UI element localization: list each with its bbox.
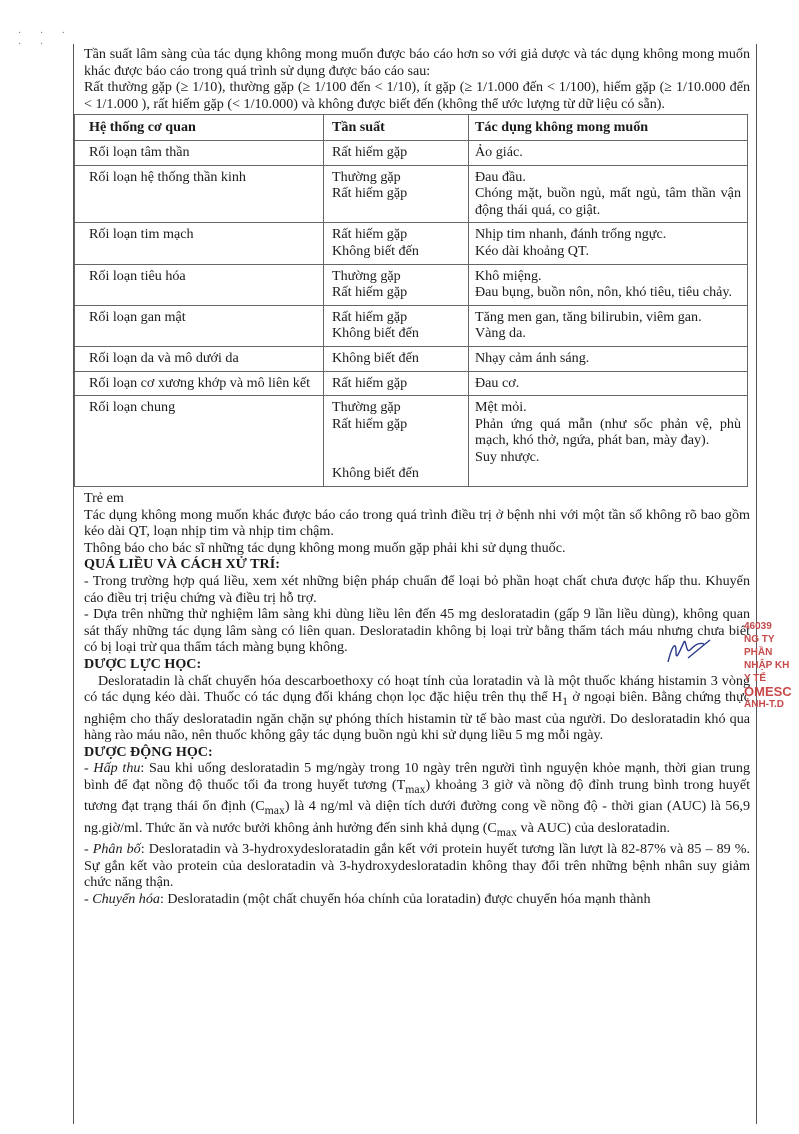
pharmacokinetics-heading: DƯỢC ĐỘNG HỌC: [84,743,213,760]
intro-paragraph: Tần suất lâm sàng của tác dụng không mong muốn được báo cáo hơn so với giả dược và tác dụng không mong muốn khác được báo cáo trong quá trình sử dụng được báo cáo sau: [84,46,750,79]
frequency-cell: Không biết đến [324,346,469,371]
effects-cell: Khô miệng. Đau bụng, buồn nôn, nôn, khó tiêu, tiêu chảy. [469,264,748,305]
overdose-paragraph-2: - Dựa trên những thử nghiệm lâm sàng khi dùng liều lên đến 45 mg desloratadin (gấp 9 lần liều dùng), không quan sát thấy những tác dụng lâm sàng có liên quan. Desloratadin không bị loại trừ bằng thẩm tách máu nhưng chưa biết có bị loại trừ qua thẩm tách màng bụng không. [84,606,750,656]
effects-cell: Ảo giác. [469,140,748,165]
pharmacodynamics-heading: DƯỢC LỰC HỌC: [84,656,202,672]
effects-cell: Tăng men gan, tăng bilirubin, viêm gan. Vàng da. [469,305,748,346]
children-paragraph: Tác dụng không mong muốn khác được báo cáo trong quá trình điều trị ở bệnh nhi với một tần số không rõ bao gồm kéo dài QT, loạn nhịp tim và nhịp tim chậm. [84,506,750,540]
frequency-cell: Rất hiếm gặp [324,140,469,165]
organ-cell: Rối loạn tâm thần [75,140,324,165]
organ-cell: Rối loạn da và mô dưới da [75,346,324,371]
effects-cell: Đau cơ. [469,371,748,396]
table-row [75,305,748,346]
table-header-row [75,115,748,141]
scan-speckles: · · · · · [18,28,73,50]
company-stamp: 46039 NG TY PHẦN NHẬP KH Y TẾ OMESC ẢNH-T.D [744,621,792,710]
effects-cell: Nhịp tim nhanh, đánh trống ngực. Kéo dài khoảng QT. [469,223,748,264]
frequency-cell: Thường gặp Rất hiếm gặp [324,264,469,305]
metabolism-paragraph: - Chuyển hóa: Desloratadin (một chất chuyển hóa chính của loratadin) được chuyển hóa mạnh thành [84,890,651,907]
organ-cell: Rối loạn tiêu hóa [75,264,324,305]
organ-cell: Rối loạn cơ xương khớp và mô liên kết [75,371,324,396]
frequency-definitions: Rất thường gặp (≥ 1/10), thường gặp (≥ 1/100 đến < 1/10), ít gặp (≥ 1/1.000 đến < 1/100), hiếm gặp (≥ 1/10.000 đến < 1/1.000 ), rất hiếm gặp (< 1/10.000) và không được biết đến (không thể ước lượng từ dữ liệu có sẵn). [84,79,750,112]
organ-cell: Rối loạn tim mạch [75,223,324,264]
table-row [75,371,748,396]
header-frequency: Tần suất [324,115,469,141]
table-row [75,140,748,165]
table-row [75,165,748,223]
frequency-cell: Thường gặp Rất hiếm gặp Không biết đến [324,396,469,487]
overdose-heading: QUÁ LIỀU VÀ CÁCH XỬ TRÍ: [84,556,280,573]
children-subheading: Trẻ em [84,490,124,507]
organ-cell: Rối loạn hệ thống thần kinh [75,165,324,223]
organ-cell: Rối loạn gan mật [75,305,324,346]
absorption-paragraph: - Hấp thu: Sau khi uống desloratadin 5 mg/ngày trong 10 ngày trên người tình nguyện khỏe mạnh, thời gian trung bình để đạt nồng độ thuốc tối đa trong huyết tương $(T_{max})$ khoảng 3 giờ và nồng độ đỉnh trung bình trong huyết tương đạt trạng thái ổn định $(C_{max})$ là 4 ng/ml và diện tích dưới đường cong về nồng độ - thời gian (AUC) là 56,9 ng.giờ/ml. Thức ăn và nước bưởi không ảnh hưởng đến sinh khả dụng ($C_{max}$ và AUC) của desloratadin. [84,760,751,839]
organ-cell: Rối loạn chung [75,396,324,487]
frequency-cell: Rất hiếm gặp Không biết đến [324,223,469,264]
table-row [75,223,748,264]
handwritten-signature [664,632,716,672]
table-row [75,346,748,371]
frequency-cell: Rất hiếm gặp [324,371,469,396]
frequency-cell: Rất hiếm gặp Không biết đến [324,305,469,346]
table-row [75,264,748,305]
overdose-paragraph-1: - Trong trường hợp quá liều, xem xét những biện pháp chuẩn để loại bỏ phần hoạt chất chưa được hấp thu. Khuyến cáo điều trị triệu chứng và điều trị hỗ trợ. [84,573,750,606]
pharmacodynamics-paragraph: Desloratadin là chất chuyển hóa descarboethoxy có hoạt tính của loratadin và là một thuốc kháng histamin 3 vòng có tác dụng kéo dài. Thuốc có tác dụng đối kháng chọn lọc đặc hiệu trên thụ thể $H_1$ ở ngoại biên. Bằng chứng thực nghiệm cho thấy desloratadin ngăn chặn sự phóng thích histamin từ tế bào mast của người. Do desloratadin khó qua hàng rào máu não, nên thuốc không gây tác dụng buồn ngủ khi sử dụng liều 5 mg mỗi ngày. [84,672,750,744]
effects-cell: Nhạy cảm ánh sáng. [469,346,748,371]
notice-paragraph: Thông báo cho bác sĩ những tác dụng không mong muốn gặp phải khi sử dụng thuốc. [84,539,566,556]
effects-cell: Đau đầu. Chóng mặt, buồn ngủ, mất ngủ, tâm thần vận động thái quá, co giật. [469,165,748,223]
document-body [84,46,750,908]
distribution-paragraph: - Phân bố: Desloratadin và 3-hydroxydesloratadin gắn kết với protein huyết tương lần lượt là 82-87% và 85 – 89 %. Sự gắn kết vào protein của desloratadin và 3-hydroxydesloratadin không thay đổi trên những bệnh nhân suy giảm chức năng thận. [84,841,751,891]
frequency-cell: Thường gặp Rất hiếm gặp [324,165,469,223]
effects-cell: Mệt mỏi. Phản ứng quá mẫn (như sốc phản vệ, phù mạch, khó thở, ngứa, phát ban, mày đay). Suy nhược. [469,396,748,487]
header-organ-system: Hệ thống cơ quan [75,115,324,141]
adverse-effects-table [74,114,748,487]
table-row [75,396,748,487]
header-adverse-effect: Tác dụng không mong muốn [469,115,748,141]
